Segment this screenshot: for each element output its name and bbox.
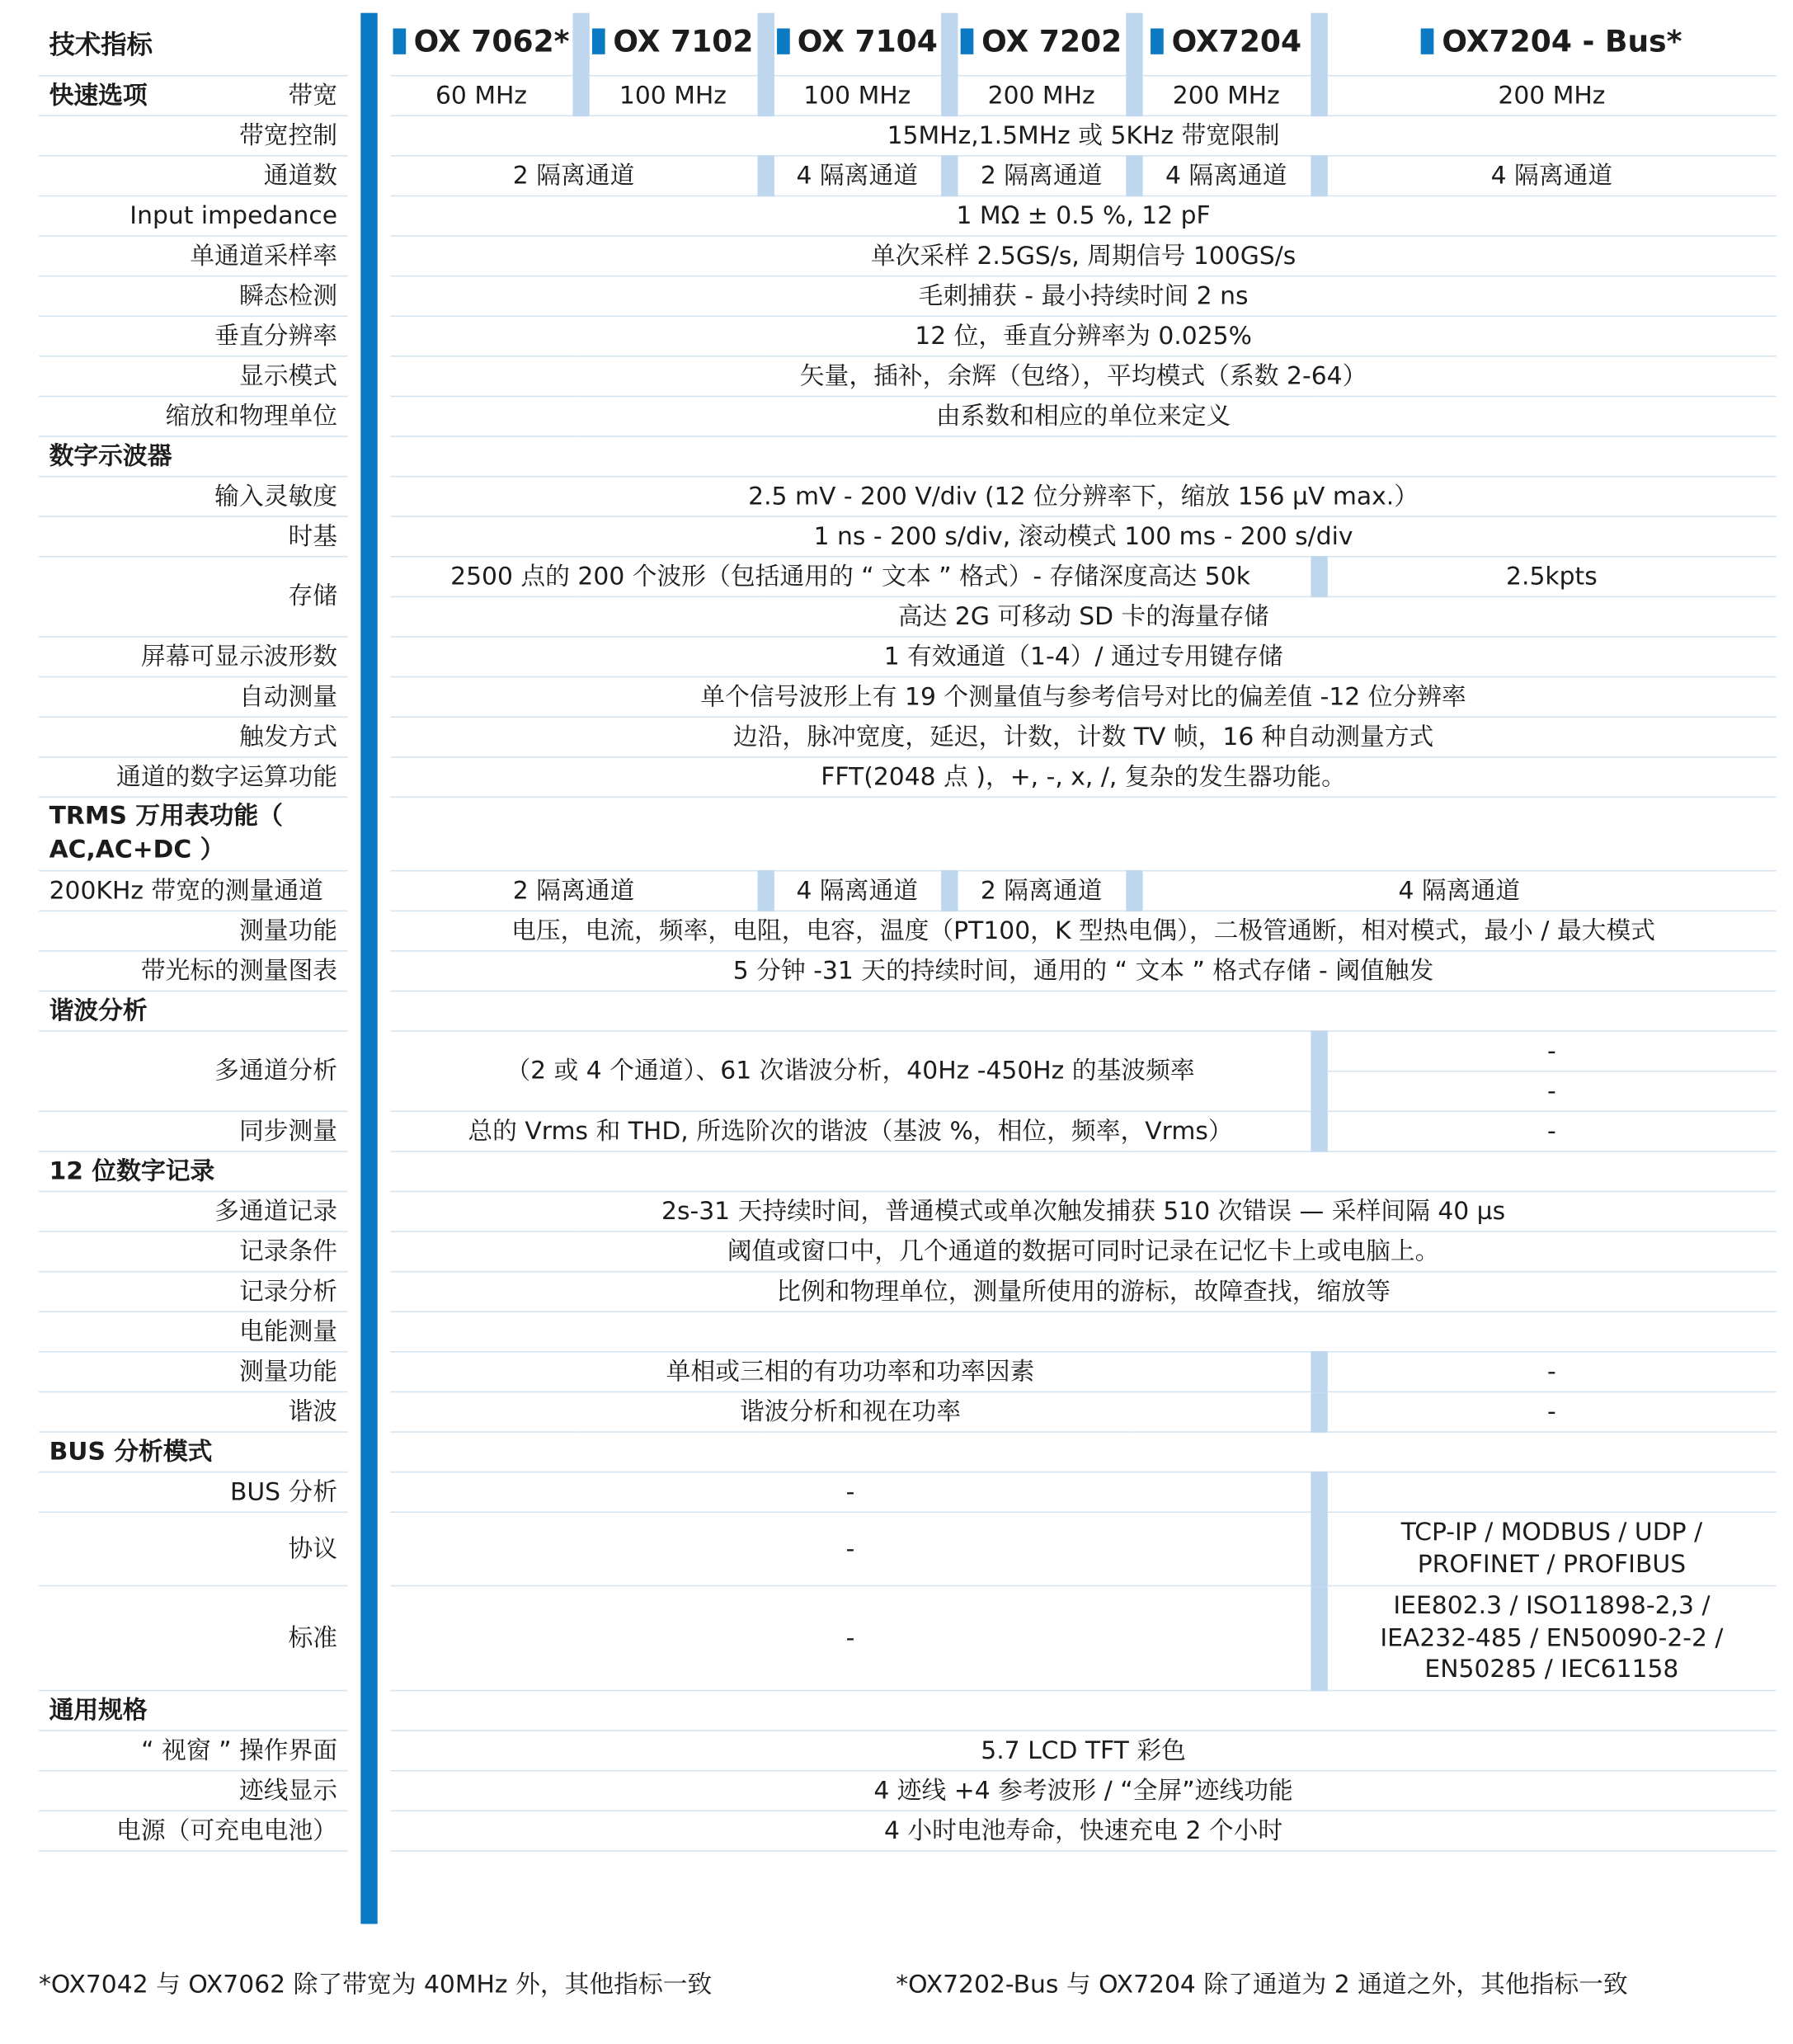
table-row <box>39 76 1777 116</box>
row-label: 通道数 <box>39 156 348 196</box>
cell: - <box>1319 1352 1777 1392</box>
section-row <box>39 1432 1777 1472</box>
table-row <box>39 1272 1777 1312</box>
cell: - <box>1319 1392 1777 1432</box>
model-marker <box>592 29 605 54</box>
row-label: 协议 <box>39 1512 348 1585</box>
table-row <box>39 677 1777 718</box>
table-row <box>39 1392 1777 1432</box>
cell: 由系数和相应的单位来定义 <box>390 396 1776 436</box>
cell: 1 MΩ ± 0.5 %, 12 pF <box>390 195 1776 236</box>
spec-table <box>39 13 1777 1852</box>
cell: - <box>1319 1031 1777 1071</box>
header-row <box>39 13 1777 76</box>
model-header: OX7204 - Bus* <box>1319 13 1777 76</box>
cell: 谐波分析和视在功率 <box>390 1392 1318 1432</box>
table-row <box>39 236 1777 276</box>
cell: 2 隔离通道 <box>390 871 765 911</box>
cell: 4 小时电池寿命，快速充电 2 个小时 <box>390 1811 1776 1851</box>
section-title: 快速选项 <box>49 81 148 110</box>
cell: 比例和物理单位，测量所使用的游标，故障查找，缩放等 <box>390 1272 1776 1312</box>
cell: 单个信号波形上有 19 个测量值与参考信号对比的偏差值 -12 位分辨率 <box>390 677 1776 718</box>
cell: IEE802.3 / ISO11898-2,3 / IEA232-485 / EN50090-2-2 / EN50285 / IEC61158 <box>1319 1586 1777 1691</box>
table-row <box>39 156 1777 196</box>
row-label: 通道的数字运算功能 <box>39 757 348 798</box>
table-row <box>39 871 1777 911</box>
table-row <box>39 1811 1777 1851</box>
row-label: 多通道记录 <box>39 1191 348 1232</box>
model-header: OX 7062* <box>390 13 580 76</box>
table-row <box>39 1191 1777 1232</box>
cell: 100 MHz <box>765 76 949 116</box>
row-label: 单通道采样率 <box>39 236 348 276</box>
row-label: 记录条件 <box>39 1232 348 1272</box>
table-row <box>39 316 1777 356</box>
cell: 电压，电流，频率，电阻，电容，温度（PT100，K 型热电偶），二极管通断，相对模式，最小 / 最大模式 <box>390 911 1776 951</box>
cell: - <box>390 1586 1318 1691</box>
table-row <box>39 396 1777 436</box>
table-row <box>39 195 1777 236</box>
table-row <box>39 1312 1777 1352</box>
table-row <box>39 717 1777 757</box>
table-row <box>39 1586 1777 1691</box>
model-marker <box>1151 29 1164 54</box>
row-label: 电能测量 <box>39 1312 348 1352</box>
cell: （2 或 4 个通道）、61 次谐波分析，40Hz -450Hz 的基波频率 <box>390 1031 1318 1111</box>
cell: 高达 2G 可移动 SD 卡的海量存储 <box>390 596 1776 637</box>
row-label: 屏幕可显示波形数 <box>39 637 348 677</box>
model-header: OX 7104 <box>765 13 949 76</box>
footnote-left: *OX7042 与 OX7062 除了带宽为 40MHz 外，其他指标一致 <box>39 1970 713 1999</box>
cell: 4 迹线 +4 参考波形 / “全屏”迹线功能 <box>390 1771 1776 1811</box>
section-row <box>39 797 1777 870</box>
table-row <box>39 1731 1777 1771</box>
row-label: 时基 <box>39 516 348 557</box>
cell: TCP-IP / MODBUS / UDP / PROFINET / PROFIBUS <box>1319 1512 1777 1585</box>
table-row <box>39 951 1777 991</box>
cell: 2s-31 天持续时间，普通模式或单次触发捕获 510 次错误 — 采样间隔 40 µs <box>390 1191 1776 1232</box>
model-header: OX7204 <box>1134 13 1319 76</box>
cell: 60 MHz <box>390 76 580 116</box>
section-row <box>39 1691 1777 1731</box>
row-label: 带光标的测量图表 <box>39 951 348 991</box>
section-title: TRMS 万用表功能（ AC,AC+DC ） <box>39 797 348 870</box>
cell: 毛刺捕获 - 最小持续时间 2 ns <box>390 276 1776 317</box>
cell: 4 隔离通道 <box>765 871 949 911</box>
cell: 2 隔离通道 <box>949 871 1134 911</box>
model-marker <box>393 29 407 54</box>
row-label: 触发方式 <box>39 717 348 757</box>
cell: 总的 Vrms 和 THD, 所选阶次的谐波（基波 %，相位，频率，Vrms） <box>390 1111 1318 1152</box>
spec-header-label: 技术指标 <box>39 13 348 76</box>
section-row <box>39 1152 1777 1192</box>
row-label: 同步测量 <box>39 1111 348 1152</box>
table-row <box>39 276 1777 317</box>
cell: 2 隔离通道 <box>949 156 1134 196</box>
cell: 5.7 LCD TFT 彩色 <box>390 1731 1776 1771</box>
model-marker <box>777 29 790 54</box>
row-label: 测量功能 <box>39 911 348 951</box>
cell: 200 MHz <box>949 76 1134 116</box>
row-label: 输入灵敏度 <box>39 477 348 517</box>
cell: - <box>390 1512 1318 1585</box>
cell: 1 有效通道（1-4）/ 通过专用键存储 <box>390 637 1776 677</box>
row-label: 带宽控制 <box>39 115 348 156</box>
table-row <box>39 757 1777 798</box>
cell: 4 隔离通道 <box>1319 156 1777 196</box>
cell: 2.5kpts <box>1319 557 1777 597</box>
cell: 单相或三相的有功功率和功率因素 <box>390 1352 1318 1392</box>
table-row <box>39 477 1777 517</box>
row-label: 标准 <box>39 1586 348 1691</box>
row-label: 存储 <box>39 557 348 637</box>
row-label: 测量功能 <box>39 1352 348 1392</box>
cell: FFT(2048 点 )，+, -, x, /, 复杂的发生器功能。 <box>390 757 1776 798</box>
section-title: BUS 分析模式 <box>39 1432 348 1472</box>
cell: 100 MHz <box>581 76 765 116</box>
table-row <box>39 911 1777 951</box>
table-row <box>39 1111 1777 1152</box>
row-label: BUS 分析 <box>39 1472 348 1513</box>
cell: 5 分钟 -31 天的持续时间，通用的 “ 文本 ” 格式存储 - 阈值触发 <box>390 951 1776 991</box>
row-label: 谐波 <box>39 1392 348 1432</box>
section-row <box>39 991 1777 1031</box>
cell: 15MHz,1.5MHz 或 5KHz 带宽限制 <box>390 115 1776 156</box>
row-label: 自动测量 <box>39 677 348 718</box>
table-row <box>39 516 1777 557</box>
cell: - <box>390 1472 1318 1513</box>
row-label: 垂直分辨率 <box>39 316 348 356</box>
cell: - <box>1319 1111 1777 1152</box>
table-row <box>39 1232 1777 1272</box>
cell: 阈值或窗口中，几个通道的数据可同时记录在记忆卡上或电脑上。 <box>390 1232 1776 1272</box>
table-row <box>39 1512 1777 1585</box>
row-label: 瞬态检测 <box>39 276 348 317</box>
section-row <box>39 436 1777 477</box>
model-header: OX 7102 <box>581 13 765 76</box>
row-label: 带宽 <box>288 81 338 110</box>
row-label: 迹线显示 <box>39 1771 348 1811</box>
row-label: 显示模式 <box>39 356 348 397</box>
cell: 单次采样 2.5GS/s, 周期信号 100GS/s <box>390 236 1776 276</box>
table-row <box>39 1031 1777 1071</box>
table-row <box>39 557 1777 597</box>
cell: - <box>1319 1071 1777 1112</box>
footnote-right: *OX7202-Bus 与 OX7204 除了通道为 2 通道之外，其他指标一致 <box>896 1970 1628 1999</box>
model-header: OX 7202 <box>949 13 1134 76</box>
cell: 2 隔离通道 <box>390 156 765 196</box>
cell: 矢量，插补，余辉（包络），平均模式（系数 2-64） <box>390 356 1776 397</box>
cell: 2500 点的 200 个波形（包括通用的 “ 文本 ” 格式）- 存储深度高达 50k <box>390 557 1318 597</box>
table-row <box>39 1771 1777 1811</box>
section-title: 12 位数字记录 <box>39 1152 348 1192</box>
cell: 4 隔离通道 <box>1134 156 1319 196</box>
model-marker <box>961 29 974 54</box>
cell: 4 隔离通道 <box>1134 871 1777 911</box>
table-row <box>39 115 1777 156</box>
table-row <box>39 637 1777 677</box>
row-label: “ 视窗 ” 操作界面 <box>39 1731 348 1771</box>
row-label: 记录分析 <box>39 1272 348 1312</box>
row-label: 多通道分析 <box>39 1031 348 1111</box>
row-label: 200KHz 带宽的测量通道 <box>39 871 348 911</box>
table-row <box>39 356 1777 397</box>
cell: 200 MHz <box>1319 76 1777 116</box>
table-row <box>39 1472 1777 1513</box>
table-row <box>39 1352 1777 1392</box>
row-label: 电源（可充电电池） <box>39 1811 348 1851</box>
cell: 1 ns - 200 s/div, 滚动模式 100 ms - 200 s/div <box>390 516 1776 557</box>
section-title: 通用规格 <box>39 1691 348 1731</box>
row-label: Input impedance <box>39 195 348 236</box>
section-title: 谐波分析 <box>39 991 348 1031</box>
cell: 200 MHz <box>1134 76 1319 116</box>
cell: 12 位，垂直分辨率为 0.025% <box>390 316 1776 356</box>
cell: 2.5 mV - 200 V/div (12 位分辨率下，缩放 156 µV max.） <box>390 477 1776 517</box>
cell: 4 隔离通道 <box>765 156 949 196</box>
model-marker <box>1421 29 1434 54</box>
row-label: 缩放和物理单位 <box>39 396 348 436</box>
cell: 边沿，脉冲宽度，延迟，计数，计数 TV 帧，16 种自动测量方式 <box>390 717 1776 757</box>
section-title: 数字示波器 <box>39 436 348 477</box>
